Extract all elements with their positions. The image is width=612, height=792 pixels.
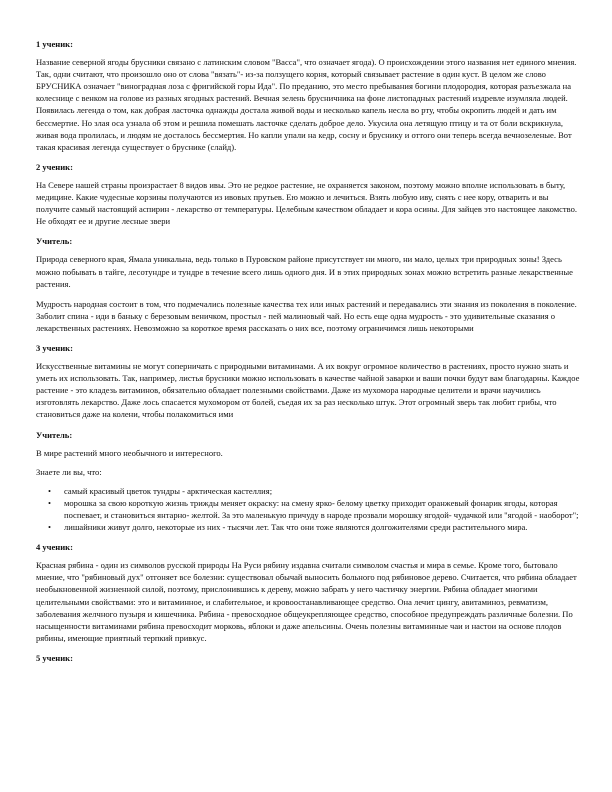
paragraph: Природа северного края, Ямала уникальна, ведь только в Пуровском районе присутствует ни много, ни мало, целых три природных зоны! Здесь можно побывать в тайге, лесотундре и тундре в течение всего лишь одного дня. И в этих природных зонах можно встретить разные лекарственные растения. [36,254,573,289]
section-heading: 2 ученик: [36,161,73,172]
bullet-list [36,485,584,533]
bullet-icon: • [48,522,51,533]
list-item [48,497,584,521]
section-heading: 3 ученик: [36,342,73,353]
list-item [48,485,584,497]
section-heading: Учитель: [36,429,73,440]
paragraph: На Севере нашей страны произрастает 8 видов ивы. Это не редкое растение, не охраняется законом, поэтому можно вполне использовать в быту, медицине. Какие чудесные корзины получаются из ивовых прутьев. Ею можно и лечиться. Взять любую иву, снять с нее кору, отварить и вы получите самый настоящий аспирин - лекарство от температуры. Целебным качеством обладает и кора осины. Для зайцев это настоящее лакомство. Не обходят ее и другие лесные звери [36,179,578,227]
list-item-text: лишайники живут долго, некоторые из них - тысячи лет. Так что они тоже являются долгожителями среди растительного мира. [64,522,528,533]
list-item-text: самый красивый цветок тундры - арктическая кастеллия; [64,485,273,496]
list-item [48,521,584,533]
paragraph: Знаете ли вы, что: [36,466,102,477]
list-item-text: морошка за свою короткую жизнь трижды меняет окраску: на смену ярко- белому цветку приходит оранжевый фонарик ягоды, которая поспевает, и становиться янтарно- желтой. За это маленькую причуду в народе прозвали морошку ягодой- чудачкой или "ягодой - наоборот"; [64,497,579,520]
section-heading: 5 ученик: [36,652,73,663]
section-heading: Учитель: [36,236,73,247]
bullet-icon: • [48,497,51,508]
paragraph: Мудрость народная состоит в том, что подмечались полезные качества тех или иных растений и передавались эти знания из поколения в поколение. Заболит спина - иди в баньку с березовым веничком, простыл - пей малиновый чай. Но есть еще одна мудрость - это удивительные сказания о лекарственных растениях. Невозможно за короткое время рассказать о них все, поэтому ограничимся лишь некоторыми [36,298,577,333]
paragraph: Название северной ягоды брусники связано с латинским словом "Васса", что означает ягода). О происхождении этого названия нет единого мнения. Так, одни считают, что произошло оно от слова "вязать"- из-за ползущего корня, который связывает растение в один куст. В целом же слово БРУСНИКА означает "виноградная лоза с фригийской горы Ида". По преданию, это место пребывания богини плодородия, которая разъезжала на колеснице с венком на голове из разных ягодных растений. Вечная зелень брусничника на фоне листопадных растений издревле изумляла людей. Появилась легенда о том, как добрая ласточка однажды достала живой воды и несколько капель несла во рту, чтобы окропить людей и дать им бессмертие. Но злая оса узнала об этом и решила помешать ласточке сделать доброе дело. Укусила она летящую птицу и та от боли вскрикнула, живая вода пролилась, и людям не досталось бессмертия. Но капли упали на кедр, сосну и бруснику и оттого они теперь всегда вечнозеленые. Вот такая красивая легенда существует о бруснике (слайд). [36,57,577,152]
paragraph: В мире растений много необычного и интересного. [36,447,223,458]
paragraph: Искусственные витамины не могут соперничать с природными витаминами. А их вокруг огромное количество в растениях, просто нужно знать и уметь их использовать. Так, например, листья брусники можно использовать в качестве чайной заварки и ваши почки будут вам благодарны. Каждое растение - это кладезь витаминов, обязательно обладает полезными свойствами. Даже из мухомора народные целители и врачи научились изготовлять лекарство. Даже лось спасается мухомором от болей, съедая их за раз несколько штук. Этот огромный зверь так любит грибы, что становиться даже на колени, чтобы полакомиться ими [36,361,580,420]
bullet-icon: • [48,485,51,496]
document-page [36,38,584,670]
paragraph: Красная рябина - один из символов русской природы На Руси рябину издавна считали символом счастья и мира в семье. Кроме того, бытовало мнение, что "рябиновый дух" отгоняет все болезни: существовал обычай выносить больного под рябиновое дерево. Считается, что рябина обладает необыкновенной жизненной силой, поэтому, прислонившись к дереву, можно забрать у него частичку энергии. Рябина обладает многими целительными свойствами: это и витаминное, и слабительное, и кровоостанавливающее средство. Она лечит цингу, авитаминоз, ревматизм, заболевания желчного пузыря и кишечника. Рябина - превосходное общеукрепляющее средство, способное предупреждать различные болезни. По насыщенности витаминами рябина превосходит морковь, яблоки и даже апельсины. Очень полезны витаминные чаи и настои на основе плодов рябины, имеющие приятный терпкий привкус. [36,560,577,643]
section-heading: 4 ученик: [36,542,73,553]
section-heading: 1 ученик: [36,39,73,49]
